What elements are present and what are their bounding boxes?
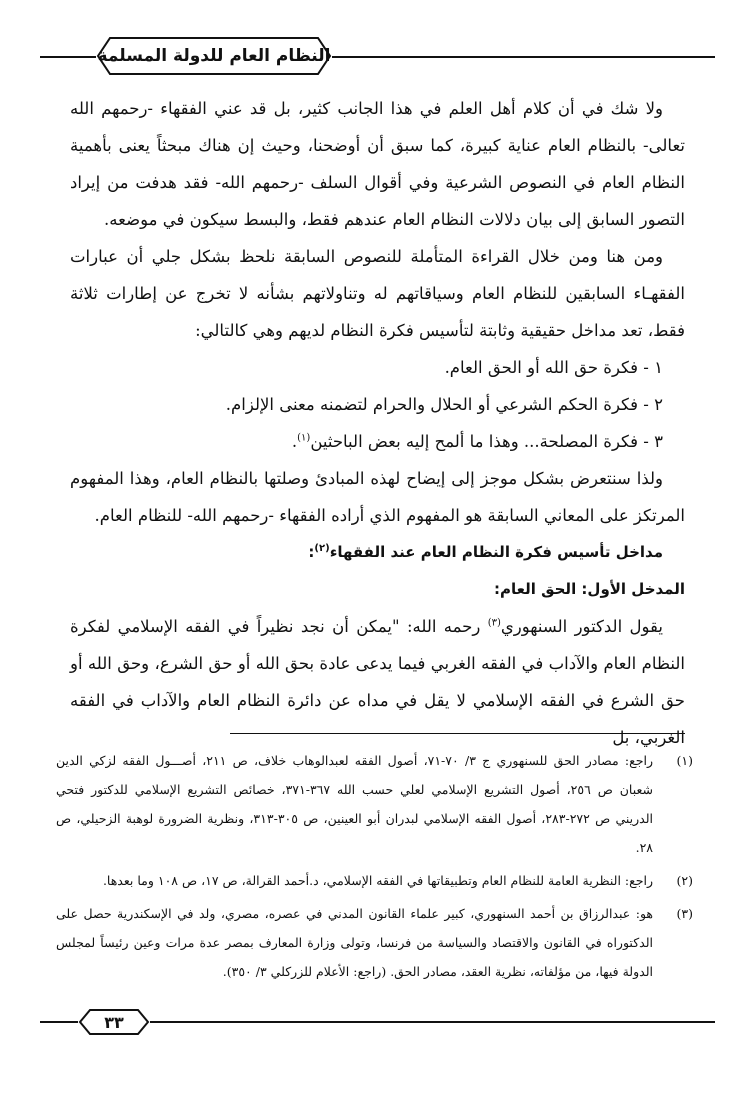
footnote-marker[interactable]: (١) xyxy=(297,432,311,444)
main-text xyxy=(70,90,685,756)
paragraph-1: ولا شك في أن كلام أهل العلم في هذا الجانب كثير، بل قد عني الفقهاء -رحمهم الله تعالى- بالنظام العام عناية كبيرة، كما سبق أن أوضحنا، وحيث إن هناك مبحثاً يعنى بأهمية النظام العام في النصوص الشرعية وفي أقوال السلف -رحمهم الله- فقد هدفت من إيراد التصور السابق إلى بيان دلالات النظام العام عندهم فقط، والبسط سيكون في موضعه. xyxy=(70,99,685,229)
list-item-text: ٣ - فكرة المصلحة... وهذا ما ألمح إليه بعض الباحثين xyxy=(310,432,663,451)
heading-text: مداخل تأسيس فكرة النظام العام عند الفقهاء xyxy=(329,543,663,561)
paragraph-4-start: يقول الدكتور السنهوري xyxy=(500,617,663,636)
footnote-text: راجع: مصادر الحق للسنهوري ج ٣/ ٧٠-٧١، أصول الفقه لعبدالوهاب خلاف، ص ٢١١، أصـــول الفقه لزكي الدين شعبان ص ٢٥٦، أصول التشريع الإسلامي لعلي حسب الله ٣٦٧-٣٧١، خصائص التشريع الإسلامي للدكتور فتحي الدريني ص ٢٧٢-٢٨٣، أصول الفقه الإسلامي لبدران أبو العينين، ص ٣٠٥-٣١٣، ونظرية الضرورة لوهبة الزحيلي، ص ٢٨. xyxy=(56,753,654,855)
section-heading: مداخل تأسيس فكرة النظام العام عند الفقهاء$^{(٢)}$: xyxy=(308,543,663,561)
running-header xyxy=(96,36,332,76)
subsection-heading: المدخل الأول: الحق العام: xyxy=(494,580,685,598)
page-number: ٣٣ xyxy=(104,1012,124,1032)
page-number-badge xyxy=(78,1008,150,1036)
footnote-marker[interactable]: (٢) xyxy=(314,543,330,554)
header-title: النظام العام للدولة المسلمة xyxy=(97,46,331,66)
footnote-number: (٣) xyxy=(676,906,693,921)
list-item: ٣ - فكرة المصلحة... وهذا ما ألمح إليه بعض الباحثين$^{(١)}$. xyxy=(291,432,663,451)
paragraph-4-rest: رحمه الله: "يمكن أن نجد نظيراً في الفقه الإسلامي لفكرة النظام العام والآداب في الفقه الغربي فيما يدعى عادة بحق الله أو حق الشرع، وحق الله أو حق الشرع في الفقه الإسلامي لا يقل في مداه عن دائرة النظام العام والآداب في الفقه الغربي، بل xyxy=(70,617,685,747)
footnote xyxy=(56,899,693,986)
list-item: ٢ - فكرة الحكم الشرعي أو الحلال والحرام لتضمنه معنى الإلزام. xyxy=(225,395,663,414)
footnotes xyxy=(56,746,693,990)
paragraph-3: ولذا سنتعرض بشكل موجز إلى إيضاح لهذه المبادئ وصلتها بالنظام العام، وهذا المفهوم المرتكز على المعاني السابقة هو المفهوم الذي أراده الفقهاء -رحمهم الله- للنظام العام. xyxy=(70,469,685,525)
footnote xyxy=(56,866,693,895)
list-item: ١ - فكرة حق الله أو الحق العام. xyxy=(444,358,663,377)
principles-list xyxy=(70,349,685,460)
footnote-text: هو: عبدالرزاق بن أحمد السنهوري، كبير علماء القانون المدني في عصره، مصري، ولد في الإسكندرية حصل على الدكتوراه في القانون والاقتصاد والسياسة من فرنسا، وتولى وزارة المعارف بمصر عدة مرات وعين رئيساً لمجلس الدولة فيها، من مؤلفاته، نظرية العقد، مصادر الحق. (راجع: الأعلام للزركلي ٣/ ٣٥٠). xyxy=(56,906,653,979)
paragraph-2: ومن هنا ومن خلال القراءة المتأملة للنصوص السابقة نلحظ بشكل جلي أن عبارات الفقهـاء السابقين للنظام العام وسياقاتهم له وتناولاتهم بشأنه لا تخرج عن إطارات ثلاثة فقط، تعد مداخل حقيقية وثابتة لتأسيس فكرة النظام لديهم وهي كالتالي: xyxy=(70,247,685,340)
footnote-number: (٢) xyxy=(676,873,693,888)
footnote-marker[interactable]: (٣) xyxy=(487,617,501,629)
footnote-text: راجع: النظرية العامة للنظام العام وتطبيقاتها في الفقه الإسلامي، د.أحمد القرالة، ص ١٧، ص ١٠٨ وما بعدها. xyxy=(102,873,653,888)
footnote xyxy=(56,746,693,862)
footnote-separator xyxy=(230,733,685,734)
footnote-number: (١) xyxy=(676,753,693,768)
